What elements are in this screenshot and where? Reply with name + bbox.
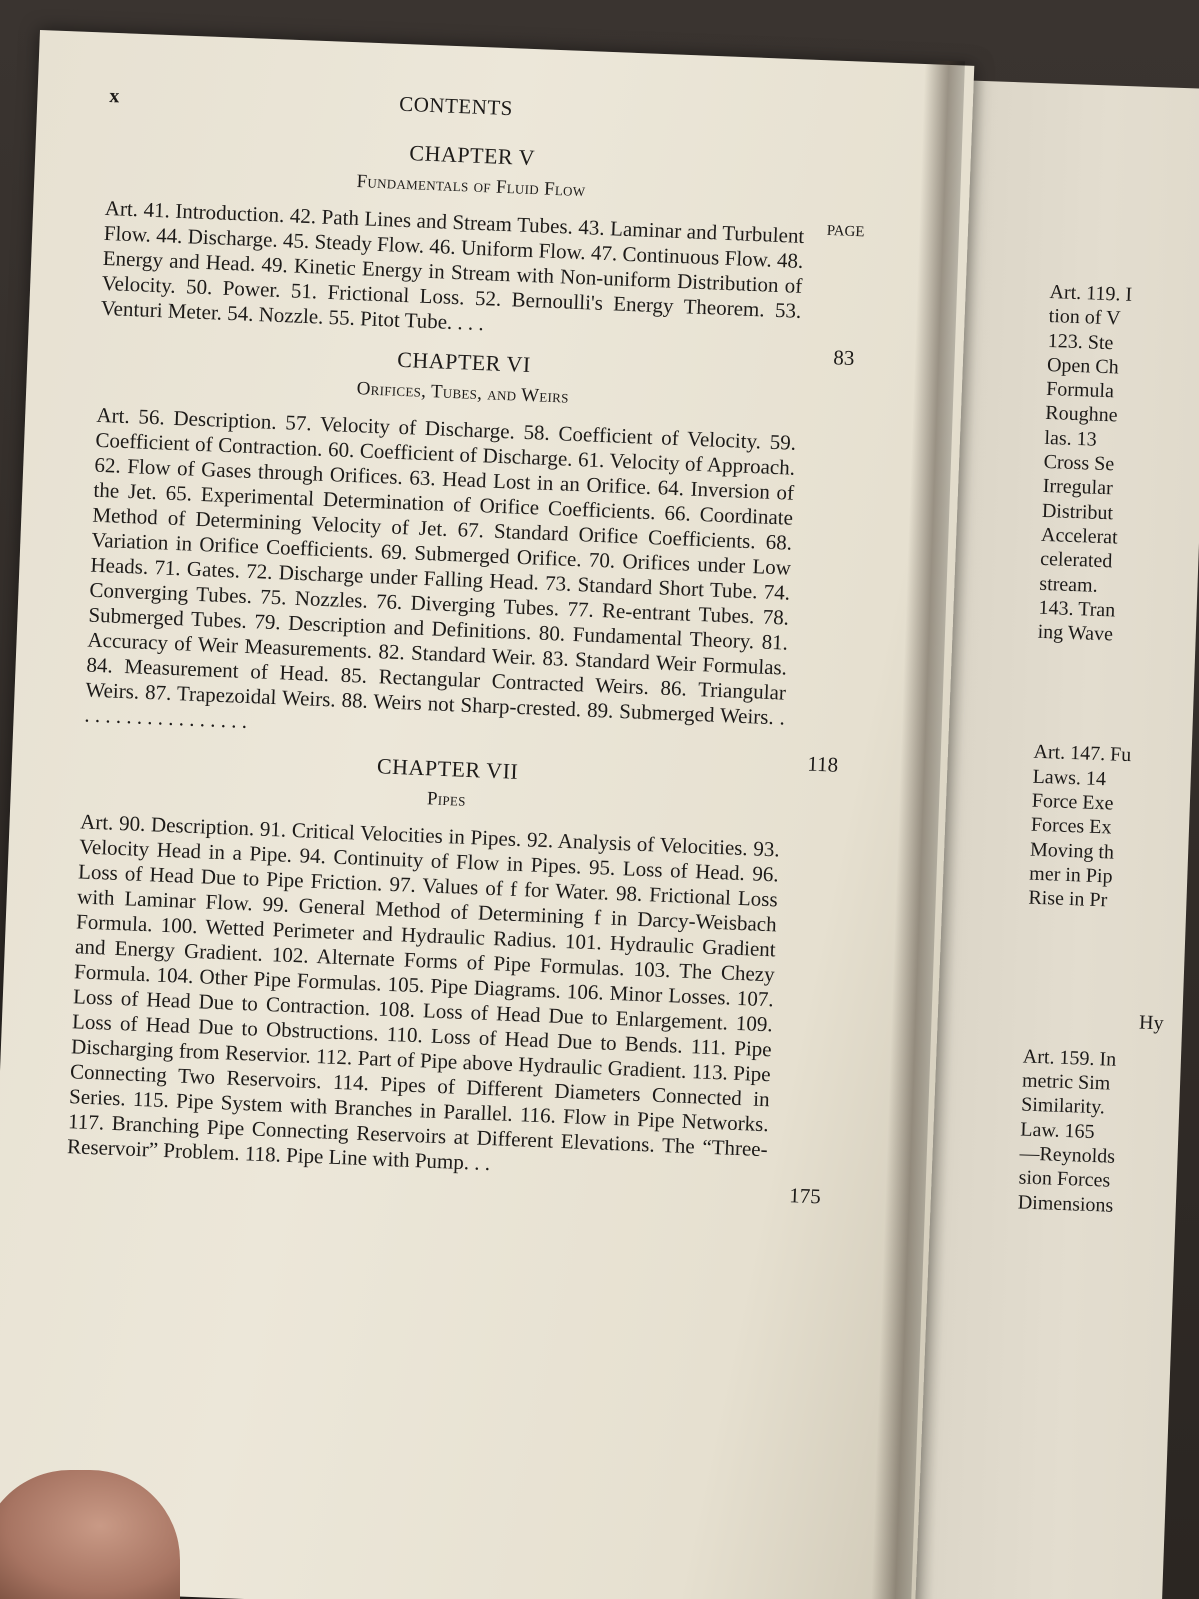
right-page-line: Art. 159. In <box>1022 1045 1117 1071</box>
right-page-line: Irregular <box>1042 475 1114 500</box>
right-page-line: Force Exe <box>1031 789 1114 815</box>
entry-text: Art. 90. Description. 91. Critical Velocities in Pipes. 92. Analysis of Velocities. 93. Velocity Head in a Pipe. 94. Continuity of Flow in Pipes. 95. Loss of Head. 96. Loss of Head Due to Pipe Friction. 97. Values of f for Water. 98. Frictional Loss with Laminar Flow. 99. General Method of Determining f in Darcy-Weisbach Formula. 100. Wetted Perimeter and Hydraulic Radius. 101. Hydraulic Gradient and Energy Gradient. 102. Alternate Forms of Pipe Formulas. 103. The Chezy Formula. 104. Other Pipe Formulas. 105. Pipe Diagrams. 106. Minor Losses. 107. Loss of Head Due to Contraction. 108. Loss of Head Due to Enlargement. 109. Loss of Head Due to Obstructions. 110. Loss of Head Due to Bends. 111. Pipe Discharging from Reservior. 112. Part of Pipe above Hydraulic Gradient. 113. Pipe Connecting Two Reservoirs. 114. Pipes of Different Diameters Connected in Series. 115. Pipe System with Branches in Parallel. 116. Flow in Pipe Networks. 117. Branching Pipe Connecting Reservoirs at Different Elevations. The “Three-Reservoir” Problem. 118. Pipe Line with Pump. . . <box>66 809 781 1176</box>
right-page-line: Open Ch <box>1046 353 1120 379</box>
right-page-line: ing Wave <box>1037 620 1114 646</box>
right-page-line: tion of V <box>1048 305 1121 330</box>
chapter-title: Orifices, Tubes, and Weirs <box>356 378 570 408</box>
chapter-heading: CHAPTER V <box>408 140 536 171</box>
right-page-line: sion Forces <box>1018 1166 1111 1192</box>
right-page-line: Law. 165 <box>1019 1118 1095 1143</box>
right-page-line: 123. Ste <box>1047 329 1114 354</box>
right-page-line: Accelerat <box>1040 523 1119 549</box>
entry-page-number: 175 <box>788 1183 822 1209</box>
entry-text: Art. 56. Description. 57. Velocity of Discharge. 58. Coefficient of Velocity. 59. Coefficient of Contraction. 60. Coefficient of Discharge. 61. Velocity of Approach. 62. Flow of Gases through Orifices. 63. Head Lost in an Orifice. 64. Inversion of the Jet. 65. Experimental Determination of Orifice Coefficients. 66. Coordinate Method of Determining Velocity of Jet. 67. Standard Orifice Coefficients. 68. Variation in Orifice Coefficients. 69. Submerged Orifice. 70. Orifices under Low Heads. 71. Gates. 72. Discharge under Falling Head. 73. Standard Short Tube. 74. Converging Tubes. 75. Nozzles. 76. Diverging Tubes. 77. Re-entrant Tubes. 78. Submerged Tubes. 79. Description and Definitions. 80. Fundamental Theory. 81. Accuracy of Weir Measurements. 82. Standard Weir. 83. Standard Weir Formulas. 84. Measurement of Head. 85. Rectangular Contracted Weirs. 86. Triangular Weirs. 87. Trapezoidal Weirs. 88. Weirs not Sharp-crested. 89. Submerged Weirs. . . . . . . . . . . . . . . . . . <box>84 402 797 734</box>
right-page-line: —Reynolds <box>1019 1142 1116 1168</box>
right-page-line: Art. 119. I <box>1049 280 1133 306</box>
entry-text: Art. 41. Introduction. 42. Path Lines and Stream Tubes. 43. Laminar and Turbulent Flow. 44. Discharge. 45. Steady Flow. 46. Uniform Flow. 47. Continuous Flow. 48. Energy and Head. 49. Kinetic Energy in Stream with Non-uniform Distribution of Velocity. 50. Power. 51. Frictional Loss. 52. Bernoulli's Energy Theorem. 53. Venturi Meter. 54. Nozzle. 55. Pitot Tube. . . . <box>100 195 805 336</box>
right-page-line: las. 13 <box>1044 426 1098 451</box>
right-page-line: Forces Ex <box>1030 814 1112 839</box>
right-page-line: 143. Tran <box>1038 596 1116 622</box>
right-page-line: mer in Pip <box>1028 862 1113 888</box>
right-page-line: Art. 147. Fu <box>1033 741 1132 767</box>
chapter-contents-entry <box>66 809 822 1209</box>
entry-page-number: 83 <box>832 345 855 371</box>
running-title: CONTENTS <box>398 91 514 121</box>
page-column-label: PAGE <box>826 222 865 241</box>
right-page-line: Dimensions <box>1017 1191 1114 1217</box>
chapter-title: Fundamentals of Fluid Flow <box>356 170 586 202</box>
page-folio: x <box>108 84 120 108</box>
chapter-heading: CHAPTER VII <box>376 753 519 784</box>
right-page-line: celerated <box>1039 548 1113 573</box>
right-page-block <box>1037 280 1199 649</box>
right-page-block <box>1028 740 1184 915</box>
right-page-line: Cross Se <box>1043 450 1115 476</box>
right-page-line: Similarity. <box>1020 1093 1106 1119</box>
right-page-chapter-title: Hy <box>1138 1011 1164 1034</box>
right-page-line: Moving th <box>1029 838 1115 864</box>
right-page-line: Distribut <box>1041 499 1114 525</box>
right-page-line: Laws. 14 <box>1032 765 1107 790</box>
right-page-block <box>1017 1006 1174 1219</box>
entry-page-number: 118 <box>806 751 839 777</box>
right-page-line: metric Sim <box>1021 1069 1111 1095</box>
chapter-heading: CHAPTER VI <box>396 346 532 378</box>
right-page-line: Rise in Pr <box>1028 886 1108 912</box>
chapter-title: Pipes <box>426 788 467 811</box>
right-page-text <box>1017 280 1199 1220</box>
right-page-line: Roughne <box>1044 402 1118 427</box>
right-page-line: stream. <box>1039 572 1099 597</box>
chapter-section <box>66 741 822 1209</box>
contents-page-text <box>66 80 865 1209</box>
right-page-line: Formula <box>1045 378 1115 403</box>
